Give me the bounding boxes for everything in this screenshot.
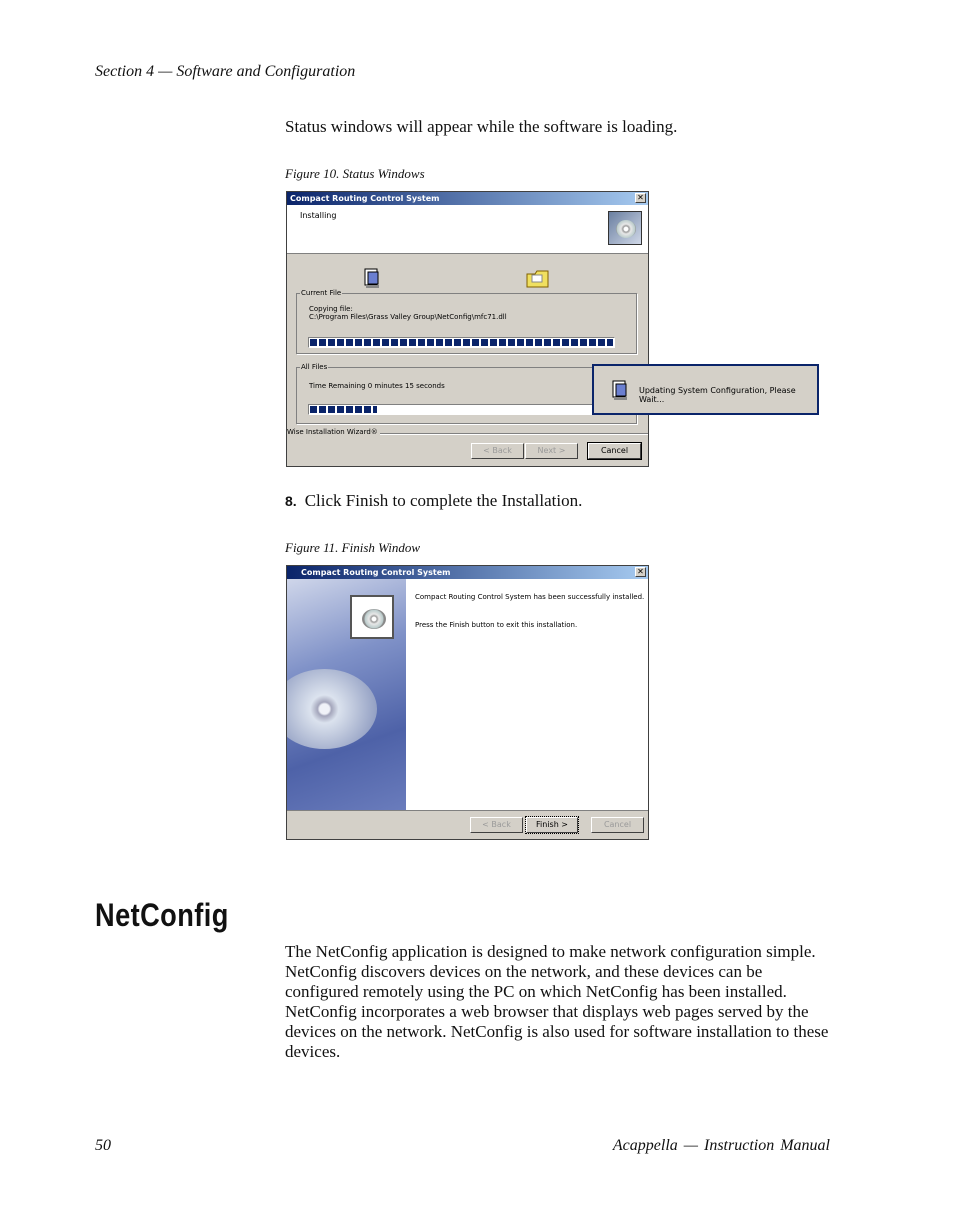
step-8 bbox=[285, 491, 582, 511]
back-button[interactable]: < Back bbox=[471, 443, 524, 459]
back-button[interactable]: < Back bbox=[470, 817, 523, 833]
updating-popup bbox=[592, 364, 819, 415]
computer-icon bbox=[611, 379, 631, 401]
next-button[interactable]: Next > bbox=[525, 443, 578, 459]
close-button[interactable]: ✕ bbox=[635, 193, 646, 203]
finish-window-title: Compact Routing Control System bbox=[301, 568, 451, 577]
wizard-side-image bbox=[287, 579, 406, 810]
cd-disc-graphic bbox=[287, 669, 377, 749]
page-number: 50 bbox=[95, 1137, 111, 1154]
all-files-label: All Files bbox=[301, 363, 328, 371]
netconfig-paragraph: The NetConfig application is designed to make network configuration simple. NetConfig discovers devices on the network, and these devices can be configured remotely using the PC on which NetConfig has been installed. NetConfig incorporates a web browser that displays web pages served by the devices on the network. NetConfig is also used for software installation to these devices. bbox=[285, 942, 829, 1061]
status-window bbox=[286, 191, 649, 467]
cancel-button[interactable]: Cancel bbox=[588, 443, 641, 459]
popup-message: Updating System Configuration, Please Wait... bbox=[639, 386, 796, 404]
figure-10-caption: Figure 10. Status Windows bbox=[285, 166, 425, 181]
current-file-label: Current File bbox=[301, 289, 342, 297]
folder-icon bbox=[526, 267, 550, 289]
all-files-progress-fill bbox=[310, 406, 377, 413]
step-text: Click Finish to complete the Installation. bbox=[304, 491, 583, 510]
installing-label: Installing bbox=[300, 211, 337, 220]
current-file-progress bbox=[308, 337, 615, 348]
copying-path: C:\Program Files\Grass Valley Group\NetConfig\mfc71.dll bbox=[309, 313, 507, 321]
exit-message: Press the Finish button to exit this installation. bbox=[415, 621, 578, 629]
cd-icon bbox=[608, 211, 642, 245]
copying-label: Copying file: bbox=[309, 305, 353, 313]
divider bbox=[287, 810, 648, 811]
finish-button[interactable]: Finish > bbox=[526, 817, 578, 833]
status-window-banner bbox=[287, 205, 648, 254]
finish-content-area bbox=[406, 579, 648, 810]
manual-title: Acappella — Instruction Manual bbox=[612, 1137, 830, 1154]
time-remaining: Time Remaining 0 minutes 15 seconds bbox=[309, 382, 445, 390]
status-window-title: Compact Routing Control System bbox=[290, 194, 440, 203]
computer-icon bbox=[363, 267, 383, 289]
current-file-progress-fill bbox=[310, 339, 613, 346]
all-files-group bbox=[296, 367, 637, 424]
cd-icon bbox=[350, 595, 394, 639]
success-message: Compact Routing Control System has been successfully installed. bbox=[415, 593, 645, 601]
step-number: 8. bbox=[285, 493, 297, 509]
cancel-button[interactable]: Cancel bbox=[591, 817, 644, 833]
intro-text: Status windows will appear while the software is loading. bbox=[285, 117, 678, 136]
finish-window bbox=[286, 565, 649, 840]
section-heading: NetConfig bbox=[95, 897, 229, 933]
close-button[interactable]: ✕ bbox=[635, 567, 646, 577]
finish-window-titlebar bbox=[287, 566, 648, 579]
status-window-titlebar bbox=[287, 192, 648, 205]
figure-11-caption: Figure 11. Finish Window bbox=[285, 540, 421, 555]
running-header: Section 4 — Software and Configuration bbox=[95, 63, 356, 80]
wizard-label: Wise Installation Wizard® bbox=[287, 428, 378, 436]
all-files-progress bbox=[308, 404, 615, 415]
